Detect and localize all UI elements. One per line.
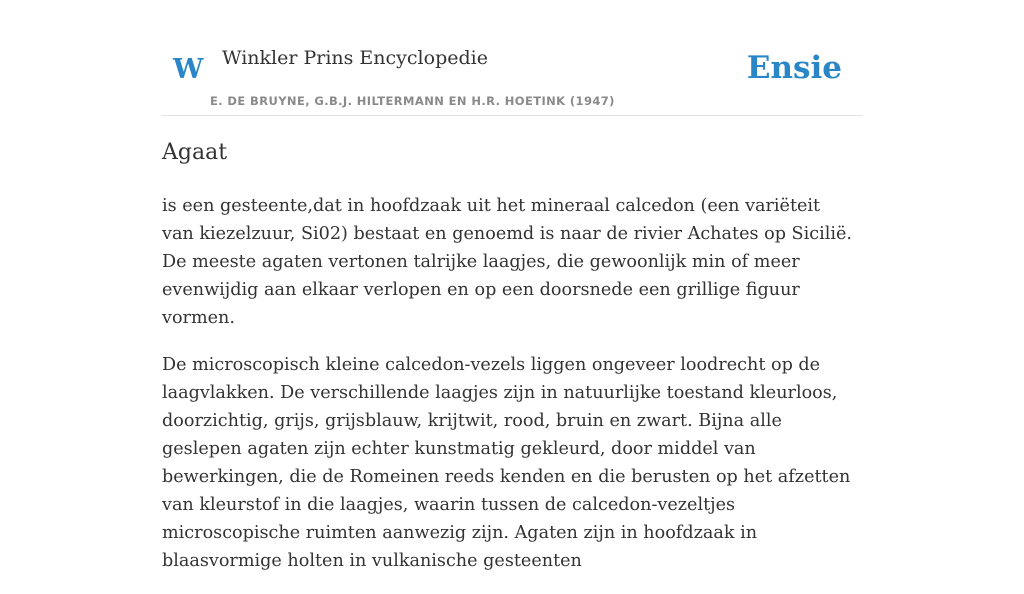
site-header (162, 40, 862, 116)
publication-authors: E. DE BRUYNE, G.B.J. HILTERMANN EN H.R. HOETINK (1947) (210, 94, 615, 108)
ensie-logo[interactable]: Ensie (746, 50, 842, 86)
publication-title[interactable]: Winkler Prins Encyclopedie (222, 47, 488, 69)
winkler-prins-logo[interactable]: W (173, 54, 204, 85)
article-paragraph-1: is een gesteente,dat in hoofdzaak uit het mineraal calcedon (een variëteit van kiezelzuur, Si02) bestaat en genoemd is naar de rivier Achates op Sicilië. De meeste agaten vertonen talrijke laagjes, die gewoonlijk min of meer evenwijdig aan elkaar verlopen en op een doorsnede een grillige figuur vormen. (162, 196, 852, 328)
article-body (162, 192, 852, 594)
article-title: Agaat (162, 140, 228, 165)
article-paragraph-2: De microscopisch kleine calcedon-vezels liggen ongeveer loodrecht op de laagvlakken. De verschillende laagjes zijn in natuurlijke toestand kleurloos, doorzichtig, grijs, grijsblauw, krijtwit, rood, bruin en zwart. Bijna alle geslepen agaten zijn echter kunstmatig gekleurd, door middel van bewerkingen, die de Romeinen reeds kenden en die berusten op het afzetten van kleurstof in die laagjes, waarin tussen de calcedon-vezeltjes microscopische ruimten aanwezig zijn. Agaten zijn in hoofdzaak in blaasvormige holten in vulkanische gesteenten (162, 355, 851, 571)
